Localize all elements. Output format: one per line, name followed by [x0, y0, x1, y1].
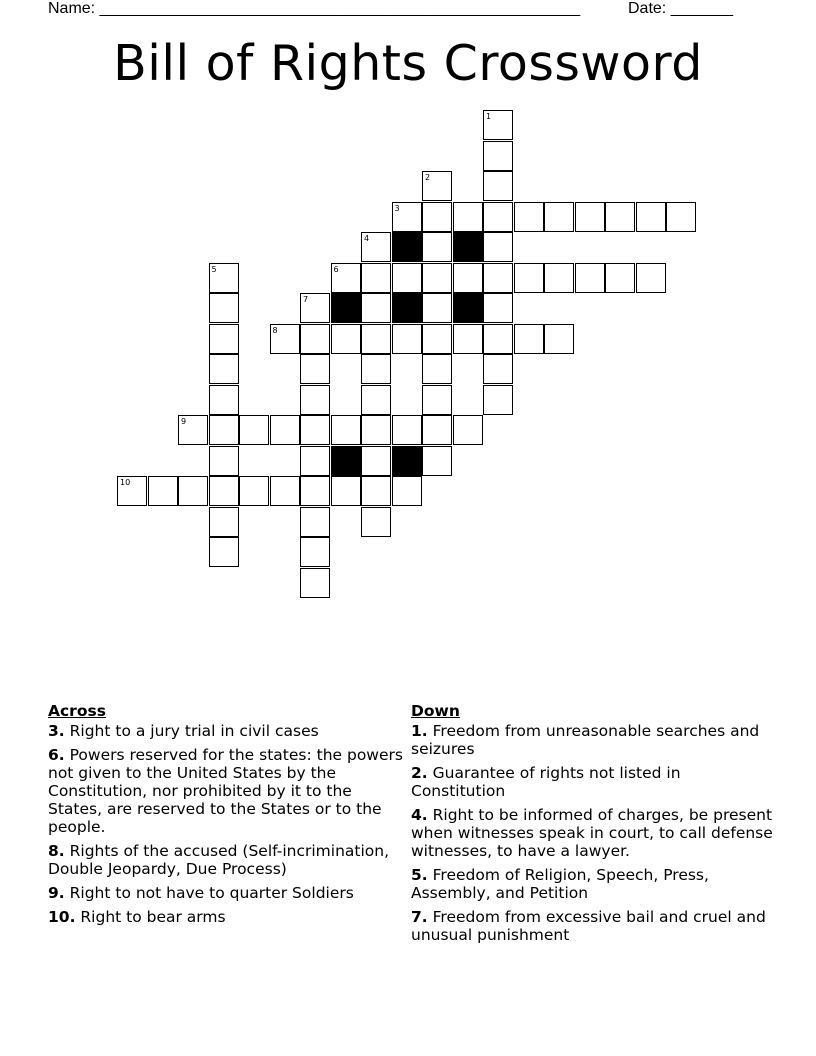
- crossword-cell[interactable]: [361, 293, 391, 323]
- crossword-cell[interactable]: [422, 324, 452, 354]
- black-cell: [392, 232, 422, 262]
- crossword-cell[interactable]: [209, 537, 239, 567]
- crossword-cell[interactable]: [483, 171, 513, 201]
- crossword-cell[interactable]: [483, 202, 513, 232]
- black-cell: [331, 446, 361, 476]
- name-field[interactable]: Name: ______________________________________________________: [48, 0, 581, 17]
- crossword-cell[interactable]: [392, 324, 422, 354]
- clue-number: 7.: [411, 908, 428, 926]
- down-heading: Down: [411, 702, 460, 720]
- crossword-cell-7[interactable]: [300, 293, 330, 323]
- crossword-cell[interactable]: [422, 293, 452, 323]
- across-clue: [48, 908, 403, 926]
- crossword-cell[interactable]: [209, 476, 239, 506]
- clue-number: 2.: [411, 764, 428, 782]
- crossword-cell[interactable]: [361, 324, 391, 354]
- crossword-cell-1[interactable]: [483, 110, 513, 140]
- crossword-cell[interactable]: [483, 385, 513, 415]
- clue-number: 9: [181, 417, 187, 426]
- clue-text: Freedom of Religion, Speech, Press, Assembly, and Petition: [411, 866, 709, 902]
- crossword-cell[interactable]: [361, 263, 391, 293]
- clue-number: 8: [272, 325, 278, 335]
- crossword-cell[interactable]: [239, 476, 269, 506]
- crossword-cell[interactable]: [483, 354, 513, 384]
- crossword-cell[interactable]: [666, 202, 696, 232]
- clue-text: Rights of the accused (Self-incrimination, Double Jeopardy, Due Process): [48, 842, 390, 878]
- across-clues: [48, 702, 403, 932]
- crossword-cell[interactable]: [422, 202, 452, 232]
- crossword-cell[interactable]: [422, 385, 452, 415]
- crossword-cell[interactable]: [483, 293, 513, 323]
- crossword-cell-2[interactable]: [422, 171, 452, 201]
- black-cell: [331, 293, 361, 323]
- clue-number: 5: [211, 264, 217, 274]
- crossword-cell[interactable]: [514, 263, 544, 293]
- clue-text: Powers reserved for the states: the powers not given to the United States by the Constitution, nor prohibited by it to the States, are reserved to the States or to the people.: [48, 746, 403, 836]
- crossword-cell[interactable]: [300, 385, 330, 415]
- crossword-cell[interactable]: [483, 141, 513, 171]
- crossword-cell[interactable]: [636, 202, 666, 232]
- crossword-cell[interactable]: [636, 263, 666, 293]
- crossword-cell[interactable]: [331, 476, 361, 506]
- crossword-cell[interactable]: [605, 202, 635, 232]
- crossword-cell-10[interactable]: [117, 476, 147, 506]
- across-heading: Across: [48, 702, 106, 720]
- crossword-cell[interactable]: [331, 324, 361, 354]
- crossword-cell[interactable]: [148, 476, 178, 506]
- black-cell: [392, 293, 422, 323]
- crossword-cell[interactable]: [422, 232, 452, 262]
- crossword-cell[interactable]: [422, 446, 452, 476]
- clue-text: Guarantee of rights not listed in Constitution: [411, 764, 681, 800]
- crossword-cell[interactable]: [331, 415, 361, 445]
- crossword-cell[interactable]: [453, 263, 483, 293]
- crossword-cell[interactable]: [300, 354, 330, 384]
- down-clue: [411, 806, 776, 860]
- down-clue: [411, 866, 776, 902]
- crossword-cell[interactable]: [361, 415, 391, 445]
- crossword-cell[interactable]: [300, 324, 330, 354]
- crossword-cell[interactable]: [178, 476, 208, 506]
- clue-text: Right to a jury trial in civil cases: [69, 722, 319, 740]
- crossword-cell[interactable]: [209, 293, 239, 323]
- clue-number: 2: [425, 173, 431, 182]
- crossword-cell[interactable]: [392, 476, 422, 506]
- clue-text: Right to not have to quarter Soldiers: [69, 884, 354, 902]
- clue-text: Right to be informed of charges, be present when witnesses speak in court, to call defense witnesses, to have a lawyer.: [411, 806, 773, 860]
- crossword-cell[interactable]: [514, 202, 544, 232]
- crossword-cell-5[interactable]: [209, 263, 239, 293]
- clue-text: Freedom from excessive bail and cruel and unusual punishment: [411, 908, 766, 944]
- crossword-cell[interactable]: [544, 324, 574, 354]
- clue-number: 3: [394, 203, 400, 213]
- clue-number: 5.: [411, 866, 428, 884]
- clue-number: 4: [364, 234, 370, 243]
- crossword-cell[interactable]: [453, 202, 483, 232]
- crossword-cell-9[interactable]: [178, 415, 208, 445]
- crossword-cell[interactable]: [453, 415, 483, 445]
- crossword-cell[interactable]: [361, 476, 391, 506]
- crossword-cell[interactable]: [453, 324, 483, 354]
- clue-number: 1: [486, 112, 492, 121]
- crossword-cell[interactable]: [209, 507, 239, 537]
- crossword-cell[interactable]: [544, 202, 574, 232]
- across-clue: [48, 842, 403, 878]
- crossword-cell[interactable]: [270, 415, 300, 445]
- crossword-cell[interactable]: [209, 354, 239, 384]
- crossword-cell[interactable]: [575, 202, 605, 232]
- clue-number: 4.: [411, 806, 428, 824]
- crossword-cell[interactable]: [575, 263, 605, 293]
- clue-text: Right to bear arms: [80, 908, 226, 926]
- crossword-cell[interactable]: [300, 415, 330, 445]
- crossword-cell[interactable]: [514, 324, 544, 354]
- clue-number: 3.: [48, 722, 65, 740]
- crossword-cell[interactable]: [605, 263, 635, 293]
- page-title: Bill of Rights Crossword: [113, 35, 703, 92]
- down-clue: [411, 908, 776, 944]
- crossword-cell[interactable]: [361, 354, 391, 384]
- crossword-cell[interactable]: [422, 354, 452, 384]
- crossword-cell[interactable]: [300, 507, 330, 537]
- crossword-cell[interactable]: [361, 385, 391, 415]
- crossword-cell-8[interactable]: [270, 324, 300, 354]
- clue-number: 9.: [48, 884, 65, 902]
- crossword-cell[interactable]: [209, 415, 239, 445]
- clue-number: 8.: [48, 842, 65, 860]
- crossword-cell[interactable]: [422, 263, 452, 293]
- crossword-cell[interactable]: [483, 263, 513, 293]
- crossword-cell[interactable]: [361, 446, 391, 476]
- crossword-cell-3[interactable]: [392, 202, 422, 232]
- crossword-cell[interactable]: [392, 415, 422, 445]
- crossword-cell[interactable]: [239, 415, 269, 445]
- clue-number: 10.: [48, 908, 76, 926]
- crossword-cell[interactable]: [270, 476, 300, 506]
- crossword-cell-6[interactable]: [331, 263, 361, 293]
- across-clue: [48, 722, 403, 740]
- across-clue: [48, 884, 403, 902]
- down-clue: [411, 722, 776, 758]
- crossword-cell[interactable]: [300, 476, 330, 506]
- crossword-cell[interactable]: [483, 324, 513, 354]
- clue-number: 6: [333, 264, 339, 274]
- crossword-cell[interactable]: [209, 324, 239, 354]
- down-clue: [411, 764, 776, 800]
- crossword-cell[interactable]: [300, 568, 330, 598]
- clue-number: 6.: [48, 746, 65, 764]
- across-clue: [48, 746, 403, 836]
- clue-number: 7: [303, 295, 309, 304]
- date-field[interactable]: Date: _______: [628, 0, 733, 17]
- black-cell: [453, 232, 483, 262]
- crossword-cell[interactable]: [209, 446, 239, 476]
- crossword-cell[interactable]: [300, 537, 330, 567]
- crossword-cell[interactable]: [544, 263, 574, 293]
- crossword-cell[interactable]: [361, 507, 391, 537]
- clue-number: 1.: [411, 722, 428, 740]
- crossword-cell[interactable]: [300, 446, 330, 476]
- crossword-cell[interactable]: [392, 263, 422, 293]
- clue-number: 10: [120, 478, 131, 487]
- crossword-cell[interactable]: [209, 385, 239, 415]
- black-cell: [453, 293, 483, 323]
- down-clues: [411, 702, 776, 950]
- crossword-cell[interactable]: [483, 232, 513, 262]
- crossword-cell[interactable]: [422, 415, 452, 445]
- clue-text: Freedom from unreasonable searches and seizures: [411, 722, 760, 758]
- black-cell: [392, 446, 422, 476]
- crossword-cell-4[interactable]: [361, 232, 391, 262]
